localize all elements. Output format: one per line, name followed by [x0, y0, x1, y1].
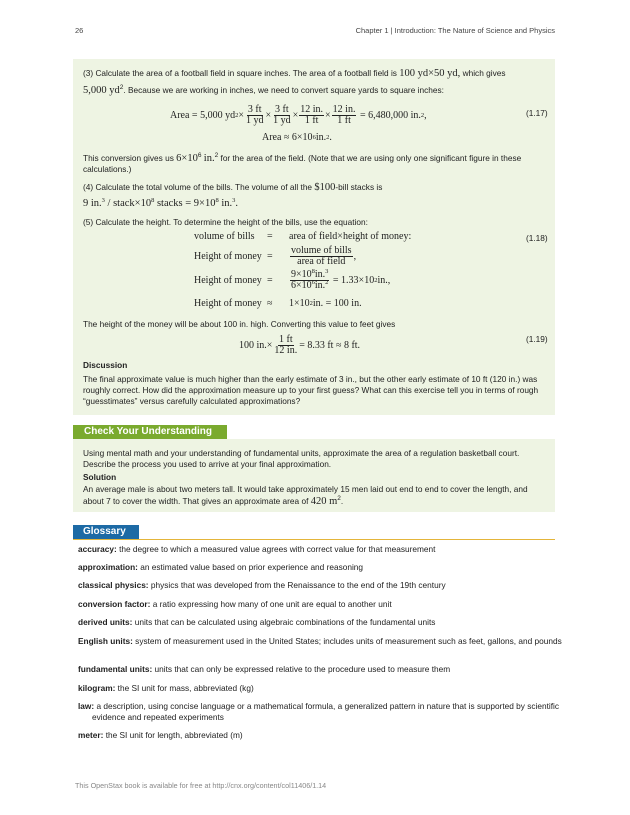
equation-number-1-18: (1.18) [526, 233, 548, 243]
page-number: 26 [75, 26, 84, 35]
check-understanding-title: Check Your Understanding [73, 425, 227, 439]
equation-number-1-19: (1.19) [526, 334, 548, 344]
step3-paragraph: (3) Calculate the area of a football field in square inches. The area of a football field is 100 yd×50 yd, which gives 5,000 $yd^2$. Because we are working in inches, we need to convert square yards to square inches: [83, 68, 506, 96]
step4-paragraph: (4) Calculate the total volume of the bills. The volume of all the $100-bill stacks is 9 $in.^3 / stack\times 10^8$ stacks = $9\times 10^8$ in.$^3$. [83, 182, 383, 209]
equation-number-1-17: (1.17) [526, 108, 548, 118]
glossary-item: fundamental units: units that can only be expressed relative to the procedure used to measure them [78, 664, 451, 674]
solution-heading: Solution [83, 472, 117, 482]
glossary-title: Glossary [73, 525, 139, 539]
glossary-header [73, 525, 555, 540]
conversion-paragraph: This conversion gives us $6\times 10^6$ in.$^2$ for the area of the field. (Note that we are using only one significant figure in these calculations.) [83, 152, 522, 174]
footer-note: This OpenStax book is available for free at http://cnx.org/content/col11406/1.14 [75, 781, 327, 790]
glossary-item: derived units: units that can be calculated using algebraic combinations of the fundamental units [78, 617, 436, 627]
glossary-item: conversion factor: a ratio expressing how many of one unit are equal to another unit [78, 599, 392, 609]
equation-1-17a: Area = 5,000 yd 2 × $\frac{3 ft}{1 yd}$ × $\frac{3 ft}{1 yd}$ × $\frac{12 in.}{1 ft}$ × $\frac{12 in.}{1 ft}$ = 6,480,000 in. 2 , [170, 104, 427, 126]
glossary-item: meter: the SI unit for length, abbreviated (m) [78, 730, 243, 740]
glossary-item: law: a description, using concise language or a mathematical formula, a generalized pattern in nature that is supported by scientific evidence and repeated experiments [78, 701, 560, 722]
discussion-heading: Discussion [83, 360, 128, 370]
glossary-item: kilogram: the SI unit for mass, abbreviated (kg) [78, 683, 254, 693]
glossary-item: approximation: an estimated value based on prior experience and reasoning [78, 562, 364, 572]
glossary-item: accuracy: the degree to which a measured value agrees with correct value for that measurement [78, 544, 436, 554]
discussion-text: The final approximate value is much higher than the early estimate of 3 in., but the other early estimate of 10 ft (120 in.) was roughly correct. How did the approximation measure up to your first guess? What can this exercise tell you in terms of rough “guesstimates” versus carefully calculated approximations? [83, 374, 539, 406]
chapter-title: Chapter 1 | Introduction: The Nature of Science and Physics [355, 26, 555, 35]
equation-1-18a: volume of bills = area of field×height of money: [194, 231, 412, 242]
solution-text: An average male is about two meters tall. It would take approximately 15 men laid out end to end to cover the length, and about 7 to cover the width. That gives an approximate area of 420 $m^2$. [83, 484, 528, 507]
height-paragraph: The height of the money will be about 100 in. high. Converting this value to feet gives [83, 319, 396, 329]
equation-1-19: 100 in.× $\frac{1 ft}{12 in.}$ = 8.33 ft ≈ 8 ft. [239, 334, 361, 356]
page-header [75, 26, 555, 38]
step5-paragraph: (5) Calculate the height. To determine the height of the bills, use the equation: [83, 217, 368, 227]
check-understanding-header [73, 425, 555, 440]
glossary-item: English units: system of measurement used in the United States; includes units of measurement such as feet, gallons, and pounds [78, 636, 562, 646]
glossary-item: classical physics: physics that was developed from the Renaissance to the end of the 19th century [78, 580, 446, 590]
check-question: Using mental math and your understanding of fundamental units, approximate the area of a regulation basketball court. Describe the process you used to arrive at your final approximation. [83, 448, 520, 469]
equation-1-17b: Area ≈ 6×10 6 in. 2 . [262, 132, 332, 143]
equation-1-18d: Height of money ≈ 1×10 2 in. = 100 in. [194, 298, 362, 309]
equation-1-18c: Height of money = $\frac{9\times 10^8in.^3}{6\times 10^6in.^2}$ = 1.33×10 2 in., [194, 268, 391, 291]
equation-1-18b: Height of money = $\frac{\text{volume of bills}}{\text{area of field}}$ , [194, 245, 357, 267]
